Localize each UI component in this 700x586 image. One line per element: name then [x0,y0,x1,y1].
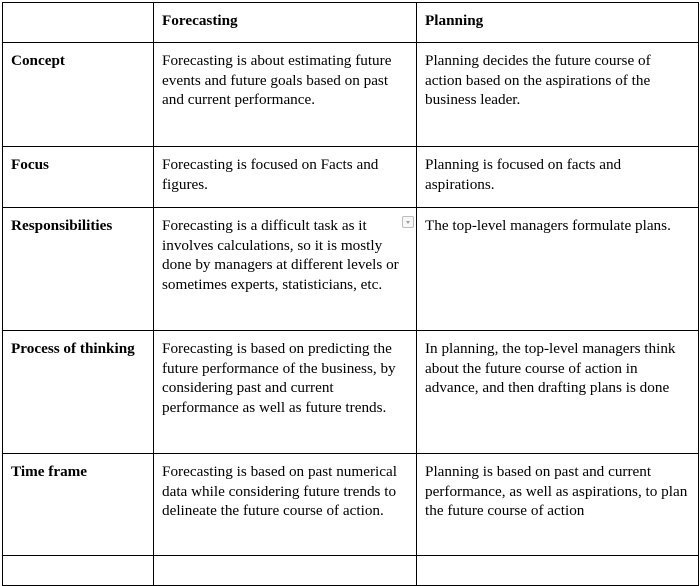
forecasting-cell [154,556,417,586]
header-row [3,3,699,43]
forecasting-cell-text: Forecasting is a difficult task as it involves calculations, so it is mostly done by managers at different levels or sometimes experts, statisticians, etc. [162,217,399,293]
planning-cell: Planning is focused on facts and aspirations. [417,147,699,208]
header-cell-planning: Planning [417,3,699,43]
table-row [3,43,699,147]
header-cell-forecasting: Forecasting [154,3,417,43]
cell-dropdown-icon[interactable] [402,216,414,228]
row-label: Responsibilities [3,208,154,331]
table-row [3,331,699,454]
planning-cell: Planning is based on past and current performance, as well as aspirations, to plan the future course of action [417,454,699,556]
table-row [3,208,699,331]
forecasting-cell: Forecasting is based on predicting the future performance of the business, by considering past and current performance as well as future trends. [154,331,417,454]
planning-cell: Planning decides the future course of action based on the aspirations of the business leader. [417,43,699,147]
planning-cell [417,556,699,586]
row-label [3,556,154,586]
planning-cell: The top-level managers formulate plans. [417,208,699,331]
table-row [3,556,699,586]
row-label: Focus [3,147,154,208]
forecasting-cell: Forecasting is focused on Facts and figures. [154,147,417,208]
row-label: Time frame [3,454,154,556]
table-row [3,454,699,556]
forecasting-cell: Forecasting is about estimating future events and future goals based on past and current performance. [154,43,417,147]
table-row [3,147,699,208]
row-label: Concept [3,43,154,147]
header-cell-blank [3,3,154,43]
comparison-table [2,2,699,586]
forecasting-cell [154,208,417,331]
forecasting-cell-content [162,216,408,294]
forecasting-cell: Forecasting is based on past numerical data while considering future trends to delineate the future course of action. [154,454,417,556]
planning-cell: In planning, the top-level managers think about the future course of action in advance, and then drafting plans is done [417,331,699,454]
row-label: Process of thinking [3,331,154,454]
